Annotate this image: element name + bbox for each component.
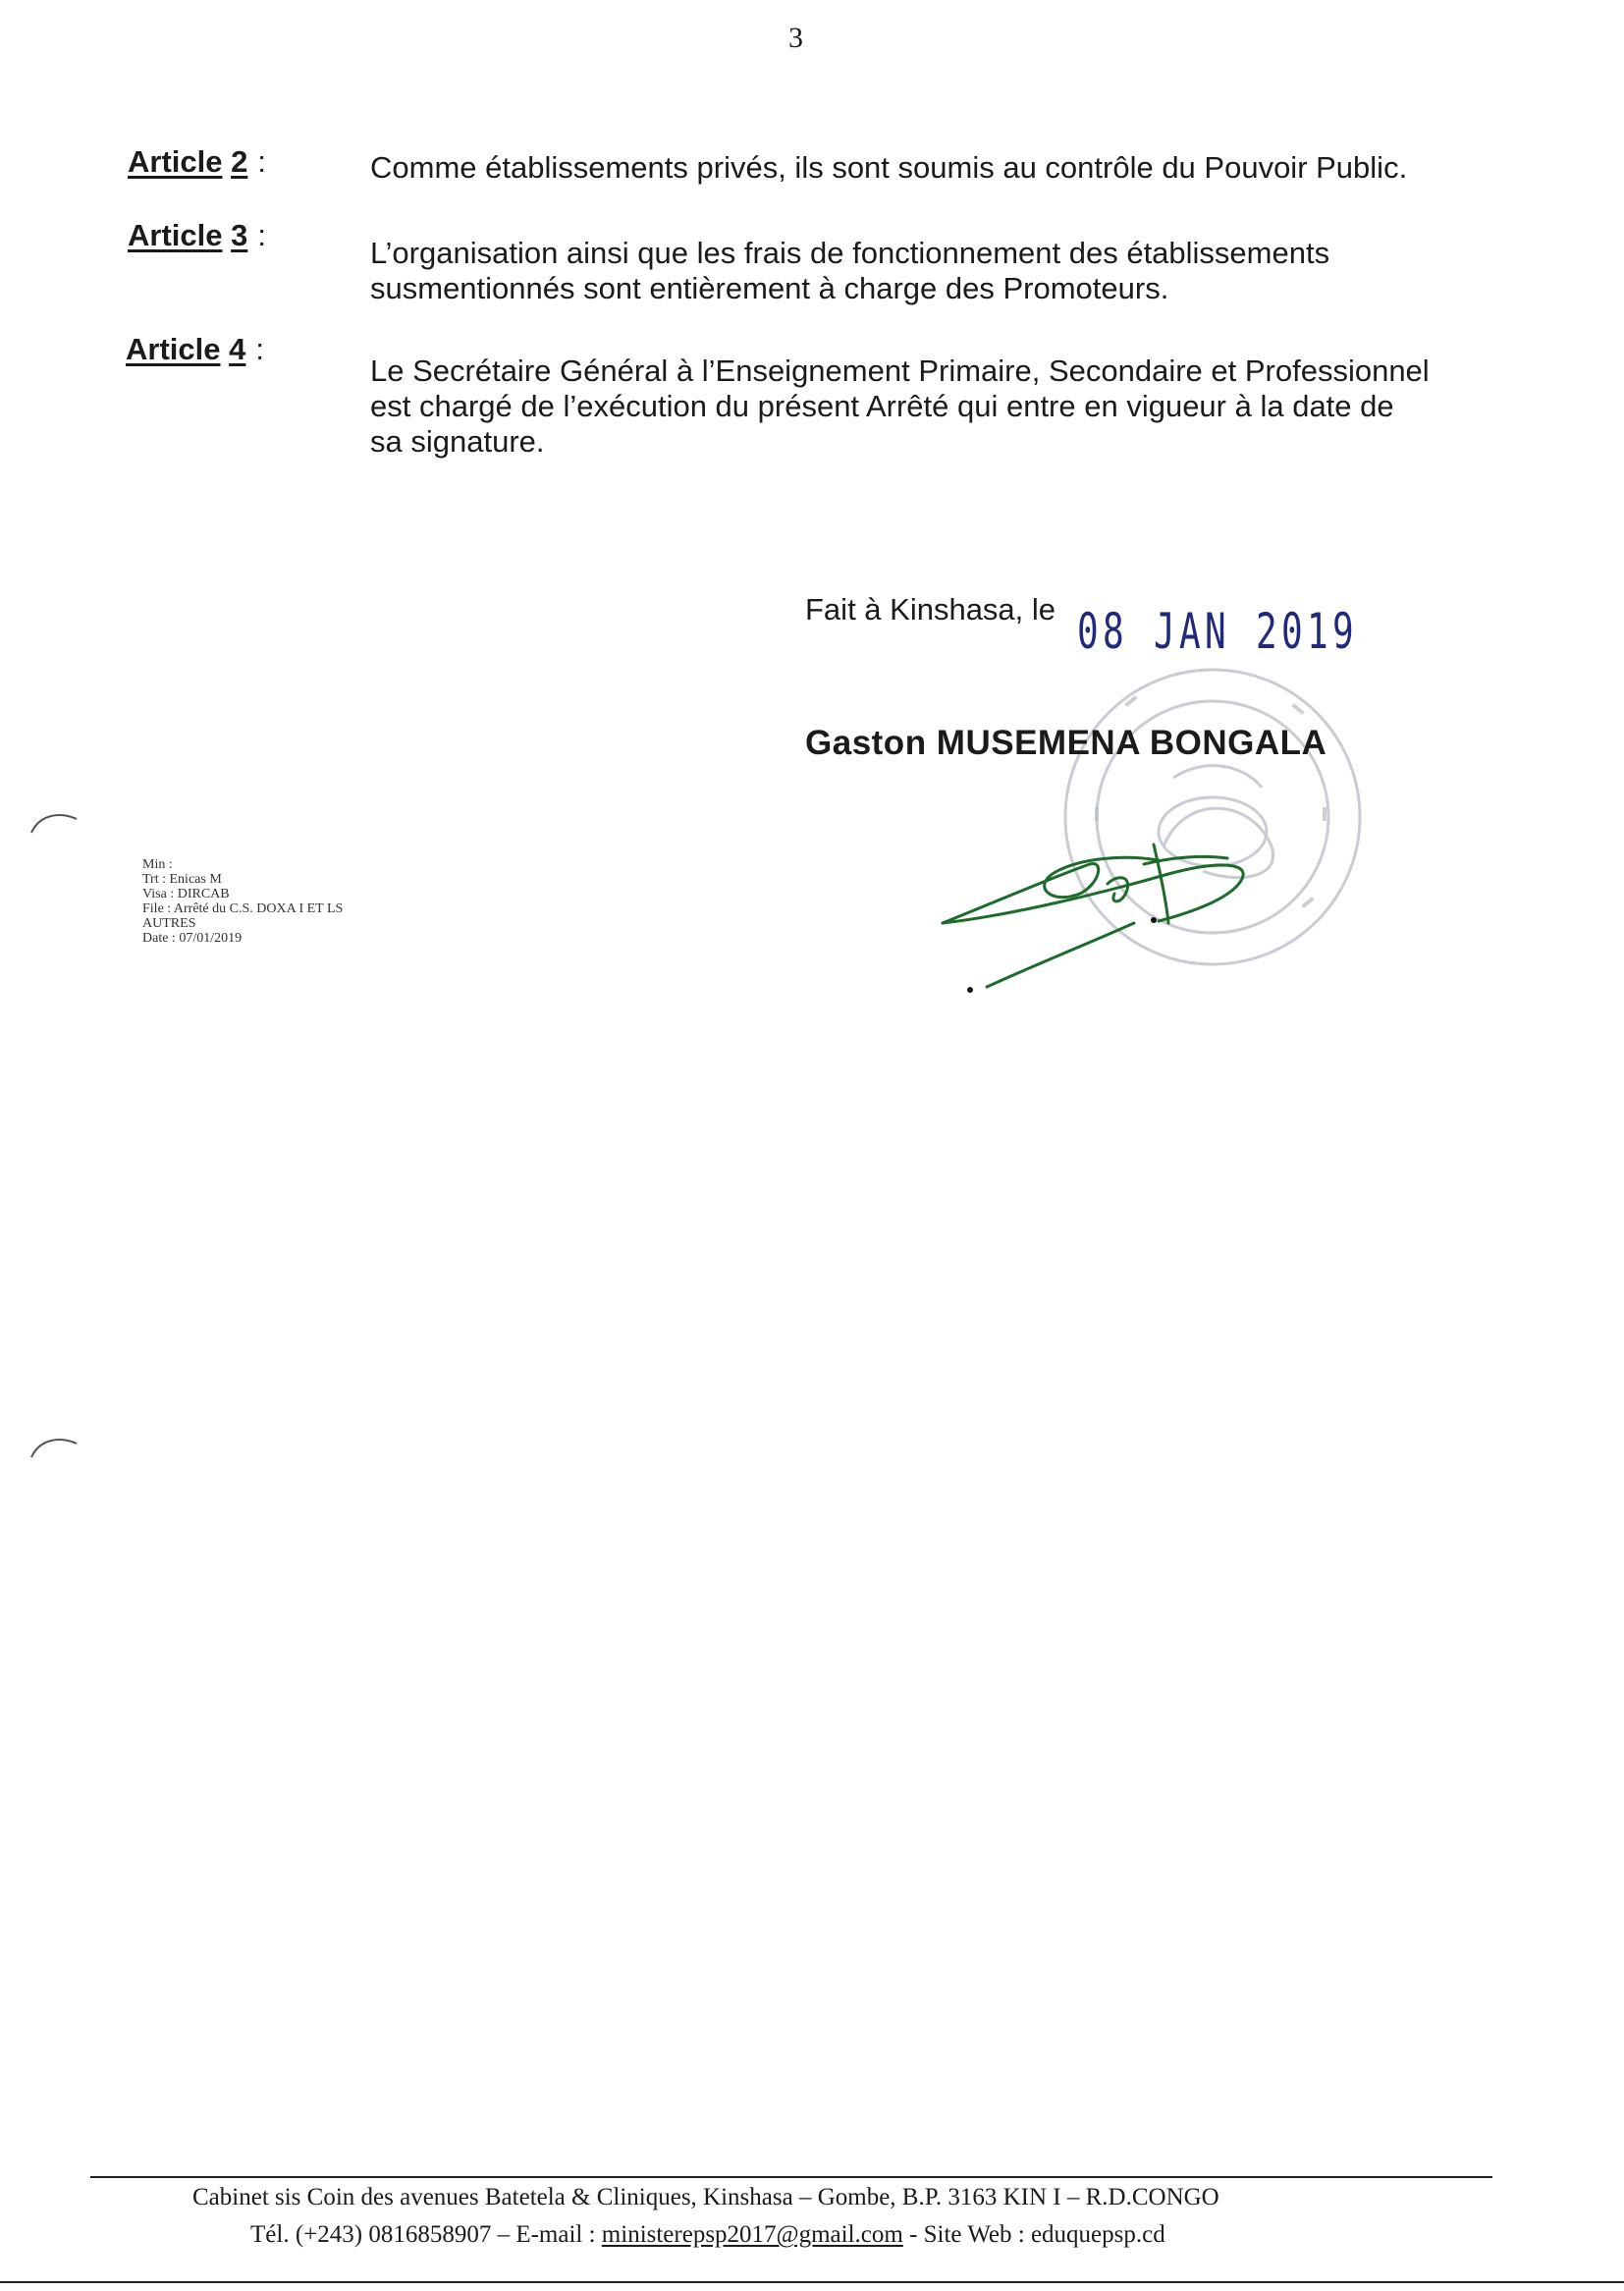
reference-line: AUTRES: [142, 916, 196, 931]
article-3-colon: :: [257, 218, 266, 252]
article-3-word: Article: [128, 218, 223, 252]
footer-address: Cabinet sis Coin des avenues Batetela & Cliniques, Kinshasa – Gombe, B.P. 3163 KIN I – R.D.CONGO: [192, 2184, 1219, 2210]
reference-line: Visa : DIRCAB: [142, 887, 230, 901]
article-2-text: Comme établissements privés, ils sont soumis au contrôle du Pouvoir Public.: [370, 150, 1408, 185]
article-4-colon: :: [255, 332, 264, 366]
footer-contact: [250, 2221, 1165, 2249]
article-2-number: 2: [231, 144, 248, 179]
place-text: Fait à Kinshasa, le: [805, 592, 1056, 627]
article-4-number: 4: [229, 332, 246, 366]
article-2-label: [128, 144, 266, 180]
page-number: 3: [788, 22, 803, 54]
footer-site: - Site Web : eduquepsp.cd: [902, 2221, 1165, 2248]
signature-icon: [933, 825, 1286, 1002]
article-2-word: Article: [128, 144, 223, 179]
article-4-word: Article: [126, 332, 221, 366]
article-2-colon: :: [257, 144, 266, 179]
reference-line: Min :: [142, 857, 173, 872]
page-bottom-rule: [0, 2281, 1624, 2283]
article-3-number: 3: [231, 218, 248, 252]
article-4-line: est chargé de l’exécution du présent Arrêté qui entre en vigueur à la date de: [370, 389, 1394, 423]
binder-hole-icon: [29, 807, 79, 837]
article-4-line: sa signature.: [370, 424, 545, 459]
footer-tel: Tél. (+243) 0816858907 – E-mail :: [250, 2221, 602, 2248]
reference-line: File : Arrêté du C.S. DOXA I ET LS: [142, 901, 344, 916]
reference-line: Trt : Enicas M: [142, 872, 222, 887]
binder-hole-icon: [29, 1432, 79, 1461]
footer-divider: [90, 2176, 1492, 2178]
article-3-line: susmentionnés sont entièrement à charge des Promoteurs.: [370, 271, 1169, 305]
article-3-label: [128, 218, 266, 253]
article-4-text: [370, 354, 1480, 460]
article-3-text: [370, 236, 1480, 306]
reference-line: Date : 07/01/2019: [142, 931, 243, 946]
stamped-date: 08 JAN 2019: [1077, 603, 1358, 660]
reference-block: [142, 857, 343, 946]
article-4-label: [126, 332, 264, 367]
article-4-line: Le Secrétaire Général à l’Enseignement Primaire, Secondaire et Professionnel: [370, 354, 1430, 388]
article-3-line: L’organisation ainsi que les frais de fonctionnement des établissements: [370, 236, 1330, 270]
footer-email-link[interactable]: ministerepsp2017@gmail.com: [601, 2221, 903, 2248]
signer-name: Gaston MUSEMENA BONGALA: [805, 724, 1327, 762]
